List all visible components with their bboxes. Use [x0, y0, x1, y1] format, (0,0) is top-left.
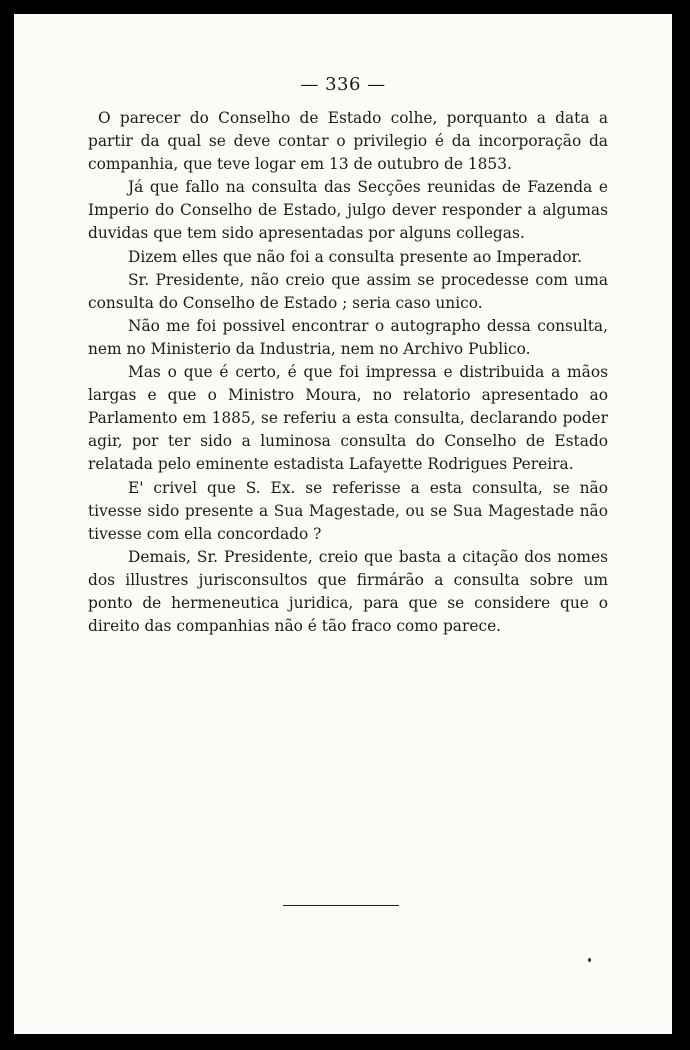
paragraph: Já que fallo na consulta das Secções reunidas de Fazenda e Imperio do Conselho de Estado, julgo dever responder a algumas duvidas que tem sido apresentadas por alguns collegas. — [88, 178, 608, 243]
paragraph: E' crivel que S. Ex. se referisse a esta consulta, se não tivesse sido presente a Sua Magestade, ou se Sua Magestade não tivesse com ella concordado ? — [88, 478, 608, 543]
paragraph: O parecer do Conselho de Estado colhe, porquanto a data a partir da qual se deve contar o privilegio é da incorporação da companhia, que teve logar em 13 de outubro de 1853. — [88, 109, 608, 174]
paragraph: Demais, Sr. Presidente, creio que basta a citação dos nomes dos illustres jurisconsultos que firmárão a consulta sobre um ponto de hermeneutica juridica, para que se considere que o direito das companhias não é tão fraco como parece. — [88, 547, 608, 636]
paragraph: Sr. Presidente, não creio que assim se procedesse com uma consulta do Conselho de Estado ; seria caso unico. — [88, 270, 608, 312]
end-rule — [283, 905, 399, 906]
paragraph: Dizem elles que não foi a consulta presente ao Imperador. — [128, 247, 583, 266]
body-text — [88, 107, 608, 638]
ink-speck — [588, 958, 591, 962]
book-page — [14, 14, 672, 1034]
paragraph: Mas o que é certo, é que foi impressa e distribuida a mãos largas e que o Ministro Moura, no relatorio apresentado ao Parlamento em 1885, se referiu a esta consulta, declarando poder agir, por ter sido a luminosa consulta do Conselho de Estado relatada pelo eminente estadista Lafayette Rodrigues Pereira. — [88, 363, 608, 474]
paragraph: Não me foi possivel encontrar o autographo dessa consulta, nem no Ministerio da Industria, nem no Archivo Publico. — [88, 316, 608, 358]
page-number: — 336 — — [300, 74, 386, 95]
